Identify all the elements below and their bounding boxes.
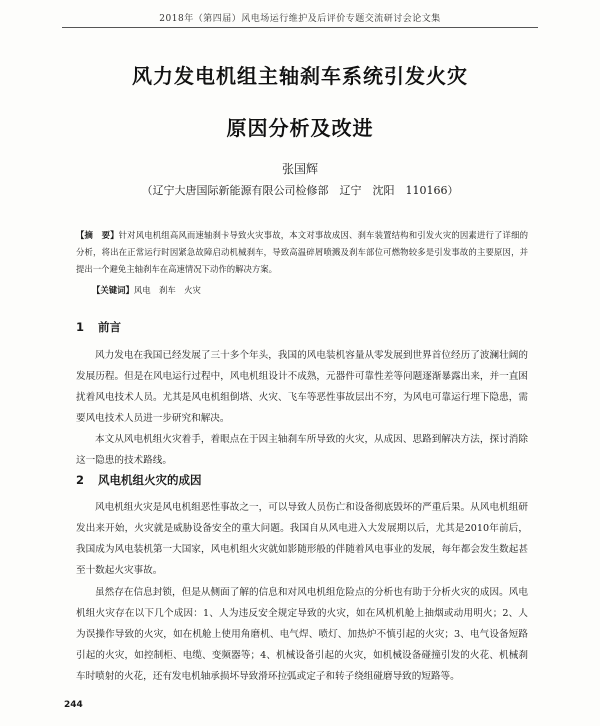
paragraph: 虽然存在信息封锁，但是从侧面了解的信息和对风电机组危险点的分析也有助于分析火灾的成因。风电机组火灾存在以下几个成因：1、人为违反安全规定导致的火灾，如在风机机舱上抽烟或动用明火；2、人为误操作导致的火灾，如在机舱上使用角磨机、电气焊、喷灯、加热炉不慎引起的火灾；3、电气设备短路引起的火灾，如控制柜、电缆、变频器等；4、机械设备引起的火灾，如机械设备碰撞引发的火花、机械刹车时喷射的火花，还有发电机轴承损坏导致滑环拉弧或定子和转子绕组碰磨导致的短路等。	[76, 587, 528, 682]
section-number: 1	[76, 320, 85, 334]
header-rule	[62, 27, 538, 28]
keywords	[92, 284, 201, 296]
keywords-label: 【关键词】	[92, 285, 134, 295]
page-number: 244	[64, 700, 83, 710]
abstract-text: 针对风电机组高风而速轴刹卡导致火灾事故，本文对事故成因、刹车装置结构和引发火灾的因素进行了详细的分析，将出在正常运行时因紧急故障启动机械刹车，导致高温碎屑喷溅及刹车部位可燃物较多是引发事故的主要原因，并提出一个避免主轴刹车在高速情况下动作的解决方案。	[76, 230, 528, 274]
paper-title-line2: 原因分析及改进	[226, 116, 374, 140]
author-name: 张国辉	[281, 162, 318, 176]
abstract	[76, 227, 528, 278]
author-affiliation: （辽宁大唐国际新能源有限公司检修部 辽宁 沈阳 110166）	[141, 184, 459, 197]
paper-title-line1: 风力发电机组主轴刹车系统引发火灾	[132, 64, 468, 88]
section-title: 风电机组火灾的成因	[98, 473, 202, 487]
section-number: 2	[76, 473, 85, 487]
section-title: 前言	[98, 320, 121, 334]
running-header: 2018年（第四届）风电场运行维护及后评价专题交流研讨会论文集	[159, 14, 441, 24]
section-heading-1	[76, 319, 121, 335]
paragraph: 风力发电在我国已经发展了三十多个年头，我国的风电装机容量从零发展到世界首位经历了波澜壮阔的发展历程。但是在风电运行过程中，风电机组设计不成熟，元器件可靠性差等问题逐渐暴露出来，并一直困扰着风电技术人员。尤其是风电机组倒塔、火灾、飞车等恶性事故层出不穷，为风电可靠运行埋下隐患，需要风电技术人员进一步研究和解决。	[76, 350, 528, 424]
abstract-label: 【摘 要】	[76, 230, 119, 240]
paragraph: 风电机组火灾是风电机组恶性事故之一，可以导致人员伤亡和设备彻底毁坏的严重后果。从风电机组研发出来开始，火灾就是威胁设备安全的重大问题。我国自从风电进入大发展期以后，尤其是2010年前后，我国成为风电装机第一大国家，风电机组火灾就如影随形般的伴随着风电事业的发展，每年都会发生数起甚至十数起火灾事故。	[76, 502, 528, 576]
paragraph: 本文从风电机组火灾着手，着眼点在于因主轴刹车所导致的火灾，从成因、思路到解决方法，探讨消除这一隐患的技术路线。	[76, 434, 528, 466]
keywords-text: 风电 刹车 火灾	[133, 285, 201, 295]
section-heading-2	[76, 472, 202, 488]
